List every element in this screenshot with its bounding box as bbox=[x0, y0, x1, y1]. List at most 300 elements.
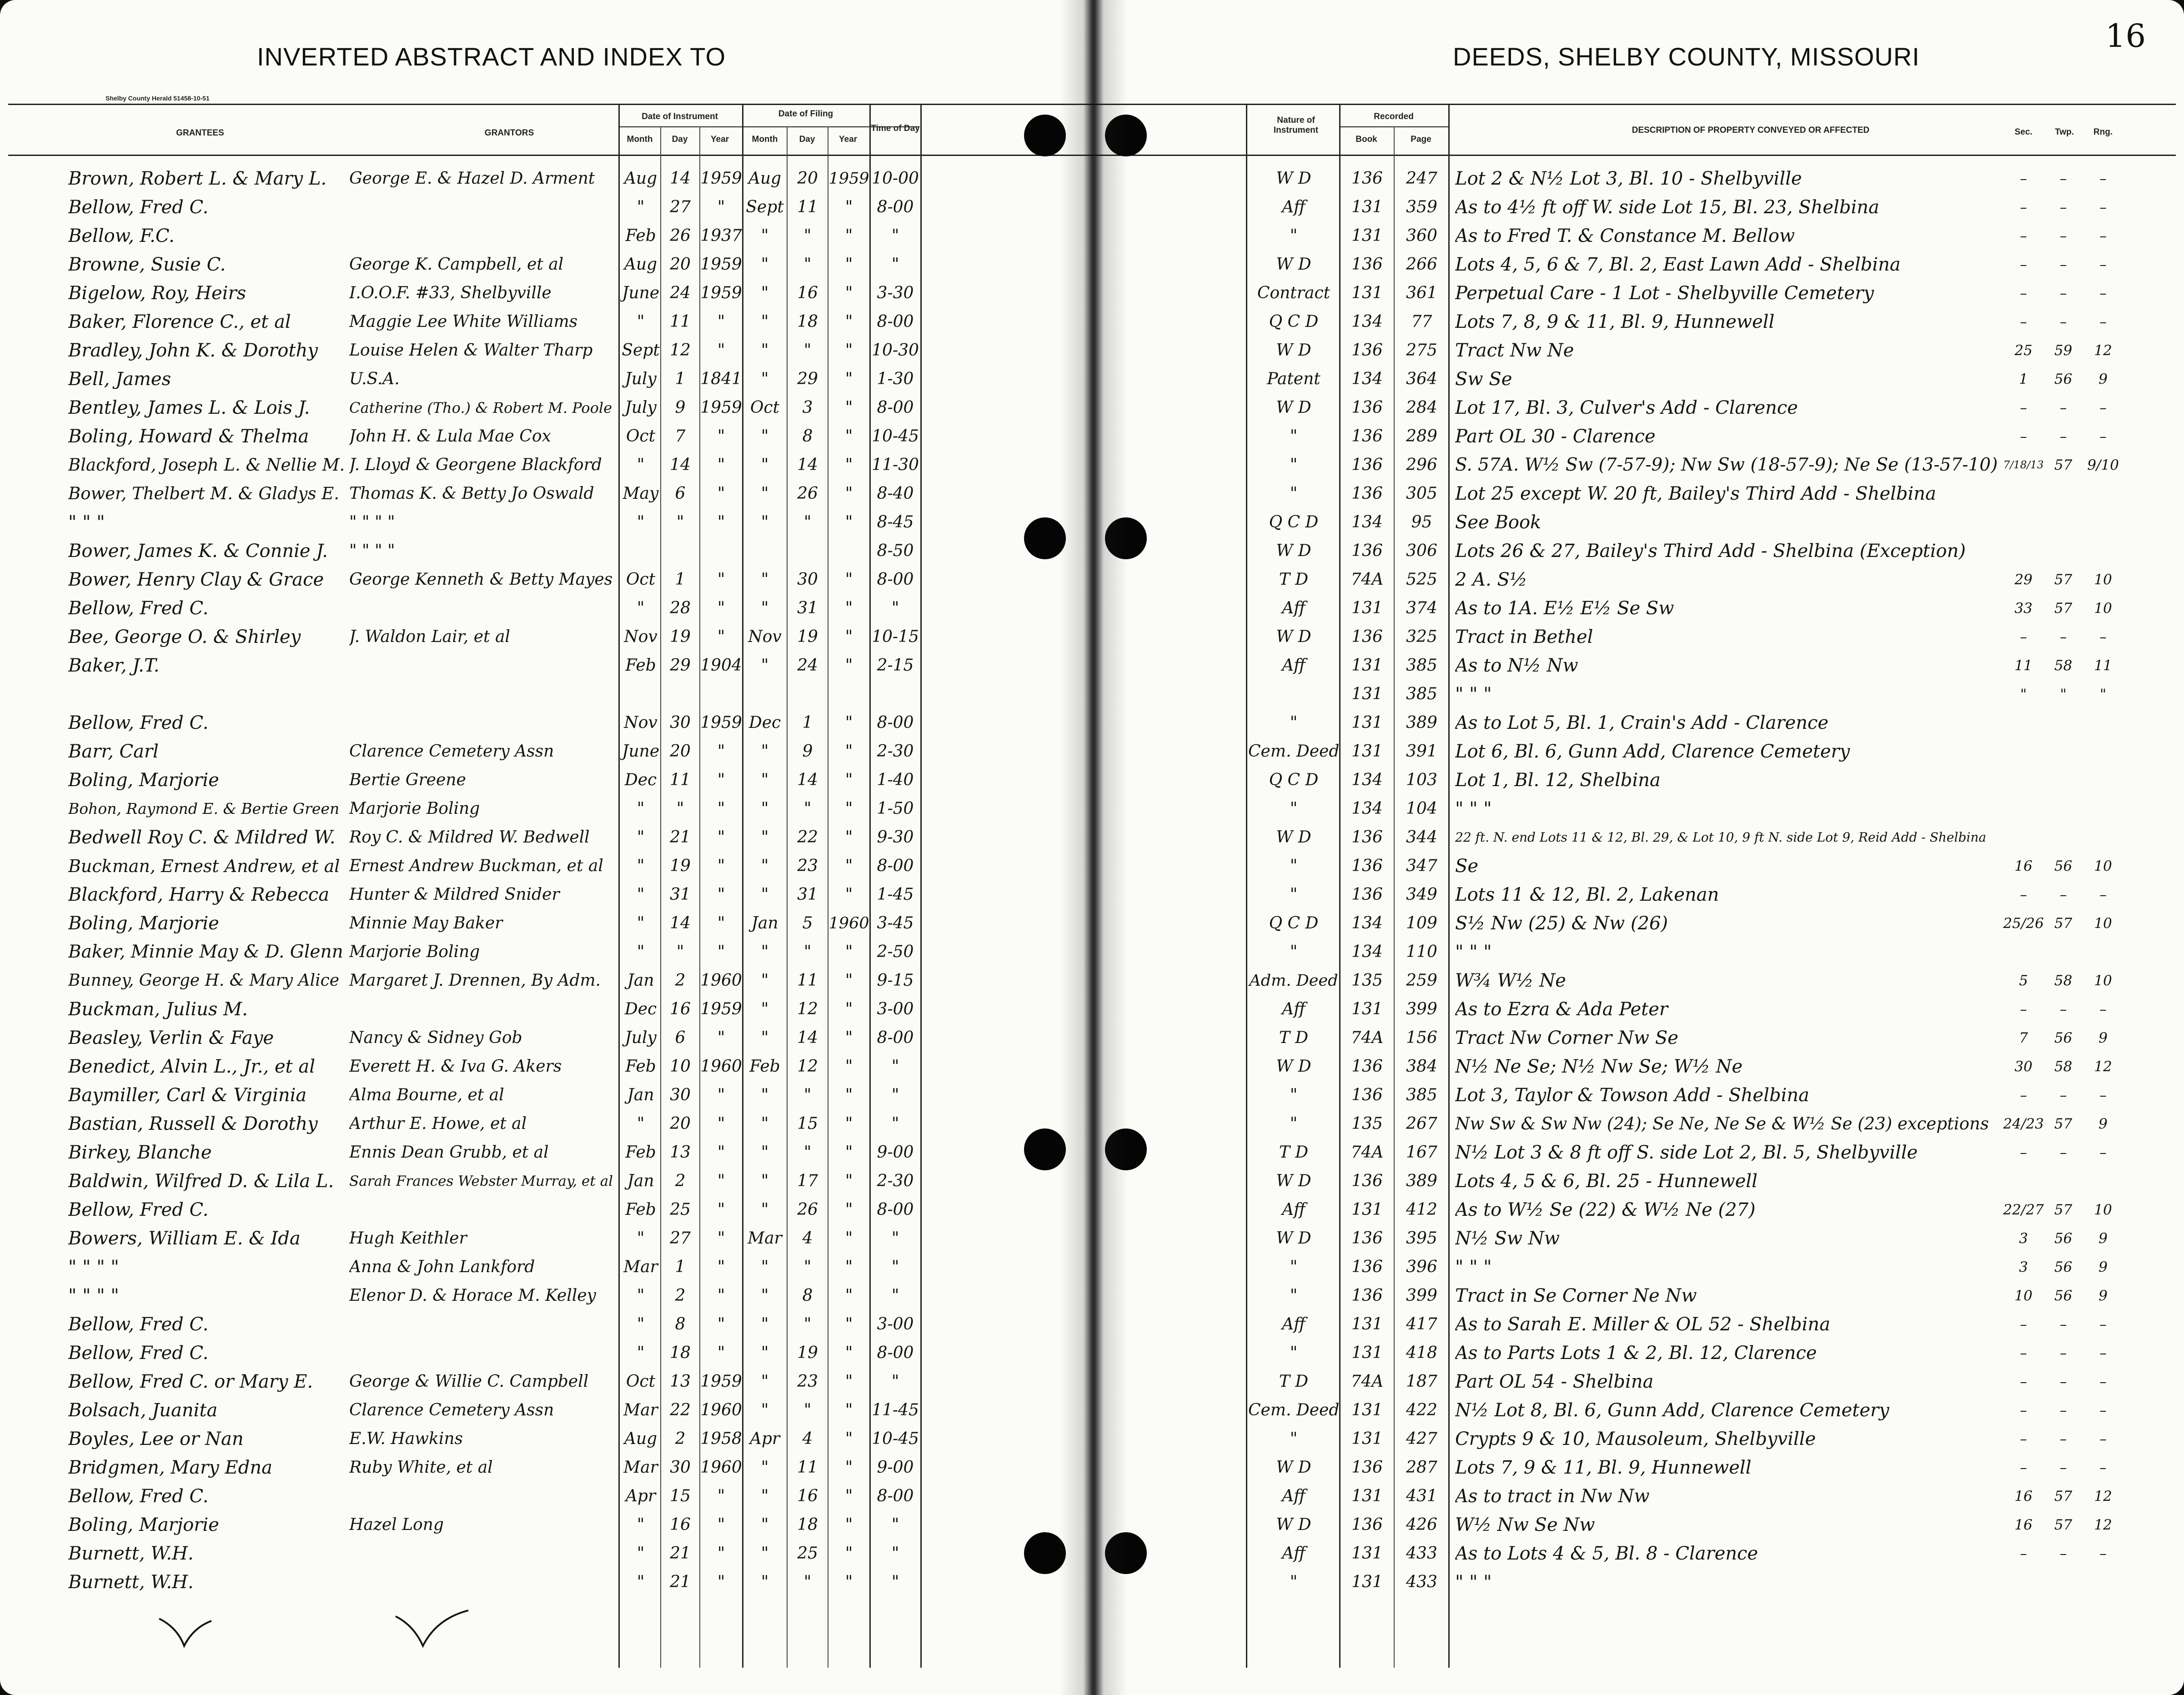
entry-desc: Lot 1, Bl. 12, Shelbina bbox=[1455, 770, 1661, 791]
entry-desc: Sw Se bbox=[1455, 369, 1512, 390]
entry-twp: – bbox=[2059, 1001, 2067, 1018]
entry-fd: 4 bbox=[802, 1429, 813, 1448]
entry-iy: 1904 bbox=[700, 656, 742, 675]
col-header-inst-month: Month bbox=[627, 135, 653, 144]
entry-time: 8-00 bbox=[877, 857, 914, 875]
entry-desc: As to N½ Nw bbox=[1455, 655, 1578, 676]
entry-grantor: Marjorie Boling bbox=[349, 799, 480, 818]
entry-fy: 1959 bbox=[828, 170, 869, 188]
entry-book: 131 bbox=[1351, 1315, 1383, 1334]
entry-page: 104 bbox=[1406, 799, 1437, 818]
entry-book: 136 bbox=[1351, 1229, 1383, 1248]
entry-page: 433 bbox=[1406, 1544, 1437, 1563]
entry-page: 156 bbox=[1406, 1028, 1437, 1047]
entry-desc: N½ Lot 3 & 8 ft off S. side Lot 2, Bl. 5, Shelbyville bbox=[1455, 1142, 1918, 1163]
entry-fm: " bbox=[761, 599, 769, 617]
entry-id: 12 bbox=[670, 341, 691, 360]
entry-grantor: Arthur E. Howe, et al bbox=[349, 1114, 527, 1133]
right-page-title: DEEDS, SHELBY COUNTY, MISSOURI bbox=[1453, 42, 1920, 71]
entry-book: 131 bbox=[1351, 1344, 1383, 1362]
entry-desc: As to W½ Se (22) & W½ Ne (27) bbox=[1455, 1199, 1756, 1220]
entry-fd: " bbox=[803, 255, 812, 274]
entry-grantee: Blackford, Harry & Rebecca bbox=[68, 884, 330, 905]
entry-iy: 1960 bbox=[700, 1458, 742, 1477]
entry-grantor: Nancy & Sidney Gob bbox=[349, 1028, 522, 1047]
entry-fy: " bbox=[845, 1315, 853, 1334]
entry-fy: " bbox=[845, 484, 853, 503]
entry-sec: 3 bbox=[2019, 1259, 2028, 1275]
entry-twp: 57 bbox=[2054, 1488, 2073, 1504]
entry-id: 6 bbox=[675, 484, 686, 503]
entry-id: 22 bbox=[670, 1401, 691, 1419]
entry-fd: 11 bbox=[797, 971, 818, 990]
entry-id: 8 bbox=[675, 1315, 686, 1334]
entry-desc: Part OL 54 - Shelbina bbox=[1455, 1371, 1654, 1392]
entry-iy: 1937 bbox=[700, 226, 742, 245]
entry-fm: Dec bbox=[748, 713, 781, 732]
entry-fy: " bbox=[845, 1057, 853, 1076]
entry-page: 525 bbox=[1406, 570, 1437, 589]
entry-fd: 23 bbox=[797, 1372, 818, 1391]
entry-grantor: Catherine (Tho.) & Robert M. Poole bbox=[349, 399, 612, 416]
entry-rng: – bbox=[2099, 256, 2107, 273]
entry-grantor: Ruby White, et al bbox=[349, 1458, 493, 1477]
entry-desc: Lot 17, Bl. 3, Culver's Add - Clarence bbox=[1455, 397, 1798, 418]
entry-page: 349 bbox=[1406, 885, 1437, 904]
entry-book: 131 bbox=[1351, 1401, 1383, 1419]
entry-id: 20 bbox=[670, 255, 691, 274]
entry-desc: As to Lot 5, Bl. 1, Crain's Add - Clarence bbox=[1455, 712, 1829, 733]
entry-page: 384 bbox=[1406, 1057, 1437, 1076]
entry-fd: 26 bbox=[797, 484, 818, 503]
entry-rng: 12 bbox=[2094, 342, 2112, 359]
entry-rng: " bbox=[2099, 686, 2107, 702]
entry-iy: " bbox=[717, 312, 725, 331]
entry-id: 19 bbox=[670, 857, 691, 875]
entry-grantee: Bastian, Russell & Dorothy bbox=[68, 1113, 318, 1134]
entry-desc: Tract Nw Ne bbox=[1455, 340, 1574, 361]
entry-im: Feb bbox=[625, 1200, 656, 1219]
entry-grantee: Barr, Carl bbox=[68, 741, 159, 762]
entry-im: Apr bbox=[625, 1487, 656, 1505]
entry-nature: " bbox=[1290, 799, 1298, 818]
entry-desc: Perpetual Care - 1 Lot - Shelbyville Cemetery bbox=[1455, 283, 1874, 304]
entry-desc: Se bbox=[1455, 856, 1479, 877]
entry-rng: – bbox=[2099, 1144, 2107, 1161]
entry-page: 109 bbox=[1406, 914, 1437, 933]
entry-desc: N½ Sw Nw bbox=[1455, 1228, 1560, 1249]
entry-id: 30 bbox=[670, 1086, 691, 1104]
entry-twp: – bbox=[2059, 1345, 2067, 1361]
entry-time: " bbox=[891, 1515, 899, 1534]
entry-fm: " bbox=[761, 799, 769, 818]
entry-grantor: Margaret J. Drennen, By Adm. bbox=[349, 971, 601, 990]
entry-twp: – bbox=[2059, 228, 2067, 244]
entry-grantor: Anna & John Lankford bbox=[349, 1258, 535, 1276]
entry-desc: Lot 3, Taylor & Towson Add - Shelbina bbox=[1455, 1085, 1810, 1106]
entry-sec: 16 bbox=[2014, 1517, 2033, 1533]
entry-fm: Nov bbox=[748, 627, 782, 646]
entry-rng: – bbox=[2099, 400, 2107, 416]
entry-fy: " bbox=[845, 198, 853, 216]
entry-iy: " bbox=[717, 513, 725, 532]
entry-fm: " bbox=[761, 1573, 769, 1591]
entry-fd: 18 bbox=[797, 312, 818, 331]
entry-book: 135 bbox=[1351, 1114, 1383, 1133]
entry-iy: " bbox=[717, 1172, 725, 1190]
entry-time: 10-15 bbox=[872, 627, 919, 646]
entry-im: " bbox=[637, 1229, 645, 1248]
entry-time: " bbox=[891, 226, 899, 245]
entry-book: 136 bbox=[1351, 627, 1383, 646]
entry-im: " bbox=[637, 1344, 645, 1362]
entry-grantor: John H. & Lula Mae Cox bbox=[349, 427, 551, 446]
entry-fd: 12 bbox=[797, 1000, 818, 1018]
entry-grantor: Thomas K. & Betty Jo Oswald bbox=[349, 484, 594, 503]
entry-grantee: Bellow, Fred C. bbox=[68, 712, 209, 733]
entry-iy: " bbox=[717, 885, 725, 904]
entry-fd: " bbox=[803, 341, 812, 360]
entry-im: " bbox=[637, 456, 645, 474]
entry-iy: " bbox=[717, 1344, 725, 1362]
entry-time: 2-30 bbox=[877, 1172, 914, 1190]
entry-book: 136 bbox=[1351, 828, 1383, 847]
entry-id: 26 bbox=[670, 226, 691, 245]
entry-im: Oct bbox=[626, 1372, 656, 1391]
entry-id: 20 bbox=[670, 742, 691, 761]
entry-fm: " bbox=[761, 226, 769, 245]
entry-grantor: U.S.A. bbox=[349, 370, 400, 388]
entry-grantor: George K. Campbell, et al bbox=[349, 255, 564, 274]
initials-mark bbox=[150, 1600, 477, 1660]
entry-fy: " bbox=[845, 1458, 853, 1477]
entry-time: 9-00 bbox=[877, 1458, 914, 1477]
entry-id: " bbox=[676, 513, 684, 532]
entry-page: 275 bbox=[1406, 341, 1437, 360]
entry-rng: – bbox=[2099, 1374, 2107, 1390]
entry-nature: Aff bbox=[1282, 1487, 1305, 1505]
entry-im: Sept bbox=[622, 341, 660, 360]
entry-fd: " bbox=[803, 799, 812, 818]
entry-desc: Tract in Bethel bbox=[1455, 627, 1593, 647]
entry-fd: " bbox=[803, 943, 812, 961]
entry-fm: " bbox=[761, 1114, 769, 1133]
entry-twp: 57 bbox=[2054, 600, 2073, 617]
entry-id: 10 bbox=[670, 1057, 691, 1076]
entry-fy: " bbox=[845, 1200, 853, 1219]
entry-fy: " bbox=[845, 1229, 853, 1248]
entry-id: 2 bbox=[675, 1286, 686, 1305]
entry-grantor: Maggie Lee White Williams bbox=[349, 312, 578, 331]
entry-id: 14 bbox=[670, 914, 691, 933]
entry-nature: W D bbox=[1276, 169, 1311, 188]
entry-twp: 59 bbox=[2054, 342, 2073, 359]
entry-im: May bbox=[623, 484, 659, 503]
entry-time: 1-40 bbox=[877, 771, 914, 789]
entry-grantee: Bellow, F.C. bbox=[68, 226, 175, 246]
entry-grantee: Bohon, Raymond E. & Bertie Green bbox=[68, 800, 340, 817]
entry-nature: " bbox=[1290, 1573, 1298, 1591]
entry-book: 136 bbox=[1351, 484, 1383, 503]
entry-nature: " bbox=[1290, 1086, 1298, 1104]
entry-time: 8-40 bbox=[877, 484, 914, 503]
entry-fm: " bbox=[761, 1000, 769, 1018]
entry-nature: W D bbox=[1276, 828, 1311, 847]
entry-fd: 14 bbox=[797, 456, 818, 474]
entry-nature: W D bbox=[1276, 1515, 1311, 1534]
entry-desc: Lots 26 & 27, Bailey's Third Add - Shelbina (Exception) bbox=[1455, 541, 1966, 562]
entry-nature: T D bbox=[1279, 1143, 1309, 1162]
col-header-filing-month: Month bbox=[752, 135, 778, 144]
entry-twp: 57 bbox=[2054, 1116, 2073, 1132]
entry-book: 134 bbox=[1351, 943, 1383, 961]
entry-page: 412 bbox=[1406, 1200, 1437, 1219]
entry-time: 8-00 bbox=[877, 1344, 914, 1362]
entry-iy: " bbox=[717, 1515, 725, 1534]
entry-grantee: " " " " bbox=[68, 1257, 119, 1278]
entry-im: Aug bbox=[624, 169, 658, 188]
entry-book: 131 bbox=[1351, 226, 1383, 245]
entry-sec: 7 bbox=[2019, 1030, 2028, 1046]
entry-im: " bbox=[637, 857, 645, 875]
entry-nature: Aff bbox=[1282, 1315, 1305, 1334]
entry-grantee: Baldwin, Wilfred D. & Lila L. bbox=[68, 1171, 334, 1192]
entry-grantor: Ernest Andrew Buckman, et al bbox=[349, 857, 603, 875]
entry-time: " bbox=[891, 1286, 899, 1305]
entry-sec: 24/23 bbox=[2003, 1116, 2044, 1132]
entry-grantee: Bellow, Fred C. or Mary E. bbox=[68, 1371, 313, 1392]
entry-rng: 10 bbox=[2094, 572, 2112, 588]
entry-twp: – bbox=[2059, 1374, 2067, 1390]
entry-book: 74A bbox=[1351, 570, 1384, 589]
entry-rng: – bbox=[2099, 1087, 2107, 1103]
entry-id: 9 bbox=[675, 398, 686, 417]
entry-fd: " bbox=[803, 1086, 812, 1104]
entry-time: 8-00 bbox=[877, 1200, 914, 1219]
entry-rng: 10 bbox=[2094, 858, 2112, 874]
entry-desc: W¾ W½ Ne bbox=[1455, 970, 1566, 991]
entry-time: 3-45 bbox=[877, 914, 914, 933]
entry-id: 11 bbox=[670, 312, 691, 331]
entry-sec: – bbox=[2020, 1144, 2027, 1161]
entry-fm: Feb bbox=[749, 1057, 780, 1076]
col-header-inst-day: Day bbox=[672, 135, 688, 144]
entry-grantor: Hazel Long bbox=[349, 1515, 444, 1534]
entry-fy: " bbox=[845, 341, 853, 360]
entry-grantor: Roy C. & Mildred W. Bedwell bbox=[349, 828, 590, 847]
entry-desc: Lot 2 & N½ Lot 3, Bl. 10 - Shelbyville bbox=[1455, 168, 1802, 189]
entry-sec: – bbox=[2020, 314, 2027, 330]
entry-desc: S. 57A. W½ Sw (7-57-9); Nw Sw (18-57-9); Ne Se (13-57-10) bbox=[1455, 455, 1998, 475]
entry-nature: W D bbox=[1276, 255, 1311, 274]
entry-im: July bbox=[625, 370, 657, 388]
entry-time: 9-15 bbox=[877, 971, 914, 990]
entry-im: Nov bbox=[624, 627, 658, 646]
entry-sec: – bbox=[2020, 887, 2027, 903]
entry-iy: " bbox=[717, 742, 725, 761]
entry-page: 360 bbox=[1406, 226, 1437, 245]
entry-desc: Part OL 30 - Clarence bbox=[1455, 426, 1656, 447]
entry-fy: " bbox=[845, 1172, 853, 1190]
entry-fy: " bbox=[845, 570, 853, 589]
entry-fy: " bbox=[845, 1000, 853, 1018]
entry-sec: – bbox=[2020, 1087, 2027, 1103]
entry-grantee: Boling, Marjorie bbox=[68, 770, 219, 791]
entry-fy: " bbox=[845, 255, 853, 274]
col-header-twp: Twp. bbox=[2055, 127, 2074, 137]
entry-fm: " bbox=[761, 513, 769, 532]
entry-iy: " bbox=[717, 771, 725, 789]
entry-id: 16 bbox=[670, 1000, 691, 1018]
entry-grantor: Minnie May Baker bbox=[349, 914, 503, 933]
entry-desc: As to Lots 4 & 5, Bl. 8 - Clarence bbox=[1455, 1543, 1758, 1564]
col-header-time-of-day: Time of Day bbox=[871, 124, 920, 133]
entry-im: " bbox=[637, 885, 645, 904]
entry-desc: See Book bbox=[1455, 512, 1541, 533]
entry-fm: Sept bbox=[746, 198, 784, 216]
entry-desc: 2 A. S½ bbox=[1455, 569, 1527, 590]
entry-iy: 1960 bbox=[700, 1057, 742, 1076]
entry-desc: S½ Nw (25) & Nw (26) bbox=[1455, 913, 1668, 934]
entry-page: 431 bbox=[1406, 1487, 1437, 1505]
entry-id: 18 bbox=[670, 1344, 691, 1362]
entry-id: 16 bbox=[670, 1515, 691, 1534]
printer-imprint: Shelby County Herald 51458-10-51 bbox=[105, 95, 210, 102]
entry-fd: 11 bbox=[797, 198, 818, 216]
entry-page: 259 bbox=[1406, 971, 1437, 990]
entry-fm: " bbox=[761, 1286, 769, 1305]
entry-fy: " bbox=[845, 771, 853, 789]
book-gutter bbox=[1059, 0, 1128, 1695]
entry-fd: 11 bbox=[797, 1458, 818, 1477]
entry-nature: Aff bbox=[1282, 198, 1305, 216]
entry-iy: " bbox=[717, 799, 725, 818]
entry-fm: " bbox=[761, 370, 769, 388]
entry-fd: 23 bbox=[797, 857, 818, 875]
entry-book: 131 bbox=[1351, 284, 1383, 302]
entry-sec: – bbox=[2020, 1374, 2027, 1390]
entry-twp: 56 bbox=[2054, 1230, 2073, 1247]
entry-fy: " bbox=[845, 284, 853, 302]
entry-twp: 57 bbox=[2054, 915, 2073, 932]
entry-time: 10-30 bbox=[872, 341, 919, 360]
entry-fd: " bbox=[803, 1143, 812, 1162]
entry-fy: " bbox=[845, 226, 853, 245]
entry-time: 8-50 bbox=[877, 542, 914, 560]
entry-im: " bbox=[637, 312, 645, 331]
entry-fd: 29 bbox=[797, 370, 818, 388]
entry-id: 21 bbox=[670, 828, 691, 847]
entry-grantee: Bower, James K. & Connie J. bbox=[68, 541, 328, 562]
entry-sec: 3 bbox=[2019, 1230, 2028, 1247]
entry-twp: – bbox=[2059, 1459, 2067, 1476]
entry-sec: 7/18/13 bbox=[2003, 459, 2044, 471]
entry-fm: " bbox=[761, 1143, 769, 1162]
entry-twp: – bbox=[2059, 199, 2067, 216]
entry-nature: Contract bbox=[1257, 284, 1330, 302]
entry-sec: – bbox=[2020, 199, 2027, 216]
entry-book: 136 bbox=[1351, 1458, 1383, 1477]
entry-grantee: Baymiller, Carl & Virginia bbox=[68, 1085, 307, 1106]
entry-nature: " bbox=[1290, 427, 1298, 446]
entry-time: 2-50 bbox=[877, 943, 914, 961]
entry-fm: " bbox=[761, 857, 769, 875]
entry-page: 389 bbox=[1406, 1172, 1437, 1190]
entry-desc: " " " bbox=[1455, 942, 1492, 963]
entry-iy: " bbox=[717, 914, 725, 933]
entry-im: " bbox=[637, 1573, 645, 1591]
entry-id: 21 bbox=[670, 1573, 691, 1591]
entry-id: 20 bbox=[670, 1114, 691, 1133]
entry-grantee: Baker, Minnie May & D. Glenn bbox=[68, 942, 343, 962]
entry-grantee: Bellow, Fred C. bbox=[68, 598, 209, 619]
entry-grantor: E.W. Hawkins bbox=[349, 1429, 463, 1448]
entry-grantor: George & Willie C. Campbell bbox=[349, 1372, 589, 1391]
entry-fd: 16 bbox=[797, 284, 818, 302]
entry-grantee: Baker, Florence C., et al bbox=[68, 311, 291, 332]
entry-page: 374 bbox=[1406, 599, 1437, 617]
entry-nature: T D bbox=[1279, 1028, 1309, 1047]
entry-sec: – bbox=[2020, 1459, 2027, 1476]
col-header-nature: Nature of Instrument bbox=[1273, 115, 1319, 135]
entry-im: " bbox=[637, 1544, 645, 1563]
entry-im: " bbox=[637, 1114, 645, 1133]
entry-grantee: Beasley, Verlin & Faye bbox=[68, 1028, 274, 1048]
entry-page: 296 bbox=[1406, 456, 1437, 474]
entry-desc: " " " bbox=[1455, 1257, 1492, 1278]
entry-sec: – bbox=[2020, 1001, 2027, 1018]
entry-im: Aug bbox=[624, 1429, 658, 1448]
entry-grantor: Elenor D. & Horace M. Kelley bbox=[349, 1286, 596, 1305]
entry-rng: 9 bbox=[2099, 1230, 2108, 1247]
entry-iy: " bbox=[717, 1028, 725, 1047]
entry-nature: W D bbox=[1276, 341, 1311, 360]
entry-im: Aug bbox=[624, 255, 658, 274]
entry-nature: Q C D bbox=[1269, 513, 1319, 532]
col-header-rng: Rng. bbox=[2093, 127, 2113, 137]
entry-grantee: Bellow, Fred C. bbox=[68, 1486, 209, 1507]
entry-desc: As to 1A. E½ E½ Se Sw bbox=[1455, 598, 1674, 619]
entry-desc: Lots 7, 9 & 11, Bl. 9, Hunnewell bbox=[1455, 1457, 1752, 1478]
entry-nature: " bbox=[1290, 713, 1298, 732]
entry-book: 136 bbox=[1351, 857, 1383, 875]
entry-iy: " bbox=[717, 1200, 725, 1219]
entry-iy: 1959 bbox=[700, 255, 742, 274]
entry-book: 131 bbox=[1351, 1544, 1383, 1563]
right-page bbox=[1091, 0, 2184, 1695]
entry-page: 389 bbox=[1406, 713, 1437, 732]
entry-rng: – bbox=[2099, 314, 2107, 330]
entry-grantor: Everett H. & Iva G. Akers bbox=[349, 1057, 562, 1076]
entry-fd: 16 bbox=[797, 1487, 818, 1505]
entry-book: 131 bbox=[1351, 599, 1383, 617]
entry-time: 8-45 bbox=[877, 513, 914, 532]
entry-grantee: Bridgmen, Mary Edna bbox=[68, 1457, 272, 1478]
entry-id: 27 bbox=[670, 1229, 691, 1248]
entry-twp: – bbox=[2059, 1087, 2067, 1103]
entry-id: 30 bbox=[670, 1458, 691, 1477]
entry-time: 3-00 bbox=[877, 1000, 914, 1018]
entry-twp: 57 bbox=[2054, 572, 2073, 588]
entry-fm: " bbox=[761, 427, 769, 446]
entry-fm: Aug bbox=[748, 169, 782, 188]
entry-im: " bbox=[637, 1515, 645, 1534]
col-header-book: Book bbox=[1356, 135, 1377, 144]
entry-time: " bbox=[891, 599, 899, 617]
entry-nature: Patent bbox=[1267, 370, 1320, 388]
entry-rng: – bbox=[2099, 1459, 2107, 1476]
entry-id: 30 bbox=[670, 713, 691, 732]
